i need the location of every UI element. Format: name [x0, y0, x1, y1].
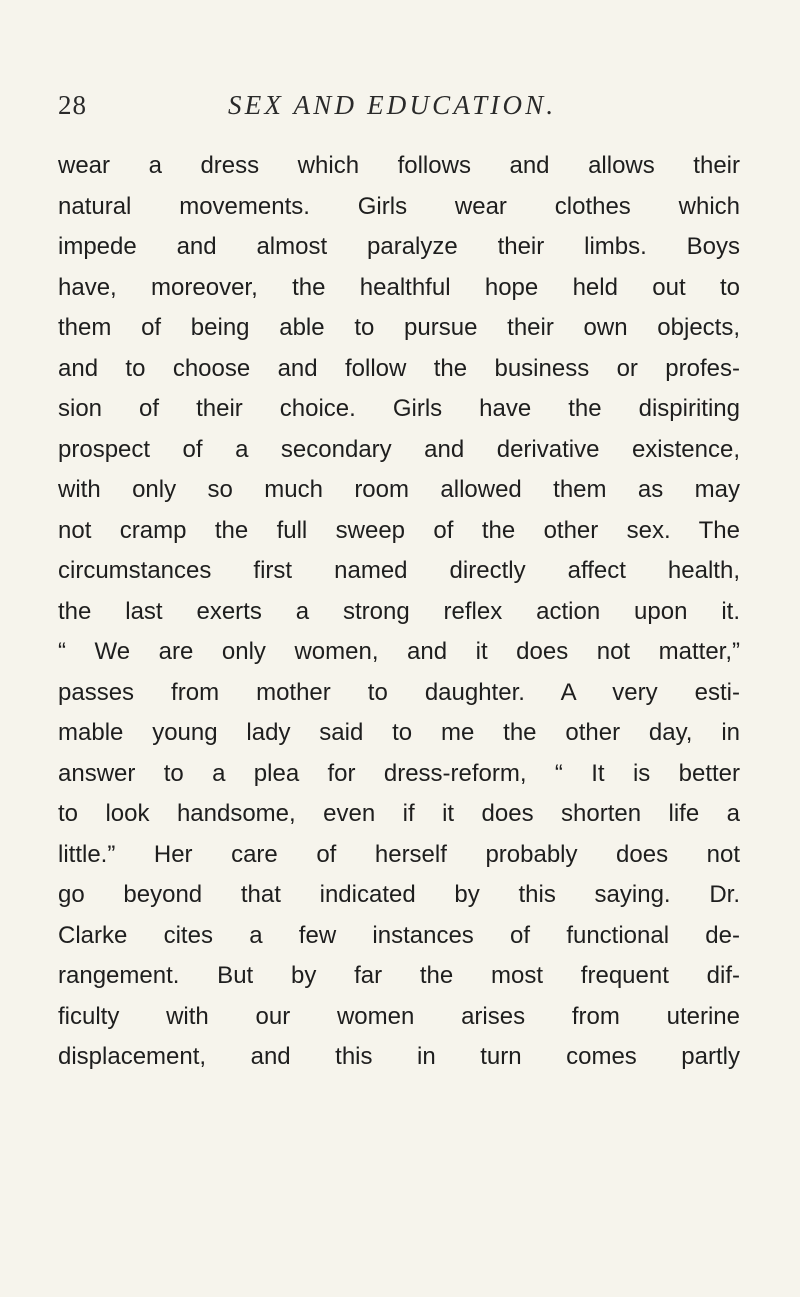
text-line: ficulty with our women arises from uterine	[58, 1002, 740, 1030]
text-line: to look handsome, even if it does shorten life a	[58, 800, 740, 827]
page-number: 28	[58, 90, 87, 120]
text-line: passes from mother to daughter. A very esti-	[58, 678, 740, 706]
body-text	[58, 146, 740, 1078]
text-line: impede and almost paralyze their limbs. Boys	[58, 233, 740, 260]
text-line: have, moreover, the healthful hope held out to	[58, 273, 740, 301]
text-line: little.” Her care of herself probably does not	[58, 840, 740, 868]
text-line: wear a dress which follows and allows their	[58, 152, 740, 179]
text-line: sion of their choice. Girls have the dispiriting	[58, 395, 740, 422]
running-head	[0, 90, 800, 130]
text-line: “ We are only women, and it does not matter,”	[58, 638, 740, 665]
text-line: circumstances first named directly affect health,	[58, 557, 740, 584]
text-line: mable young lady said to me the other day, in	[58, 719, 740, 746]
text-line: and to choose and follow the business or profes-	[58, 354, 740, 382]
text-line: natural movements. Girls wear clothes which	[58, 192, 740, 220]
text-line: displacement, and this in turn comes partly	[58, 1043, 740, 1070]
text-line: rangement. But by far the most frequent dif-	[58, 962, 740, 989]
text-line: with only so much room allowed them as may	[58, 476, 740, 503]
text-line: the last exerts a strong reflex action upon it.	[58, 597, 740, 625]
text-line: prospect of a secondary and derivative existence,	[58, 435, 740, 463]
text-line: them of being able to pursue their own objects,	[58, 314, 740, 341]
text-line: not cramp the full sweep of the other sex. The	[58, 516, 740, 544]
text-line: go beyond that indicated by this saying. Dr.	[58, 881, 740, 908]
text-line: Clarke cites a few instances of functional de-	[58, 921, 740, 949]
running-title: SEX AND EDUCATION.	[228, 90, 557, 120]
text-line: answer to a plea for dress-reform, “ It is better	[58, 759, 740, 787]
